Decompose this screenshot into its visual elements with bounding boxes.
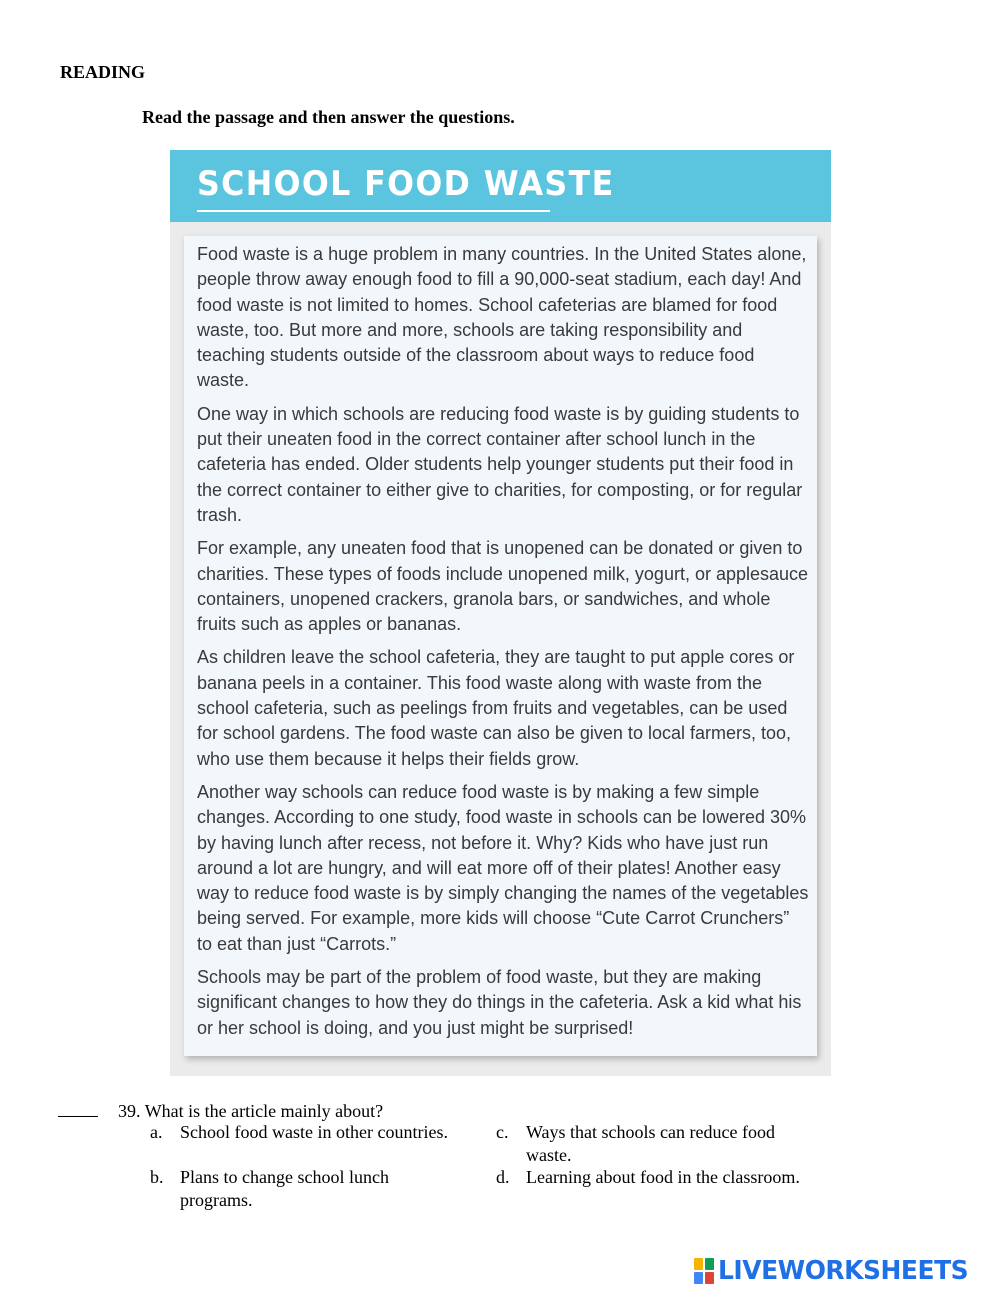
option-letter: a. bbox=[150, 1122, 163, 1142]
title-underline bbox=[197, 210, 550, 212]
option-text: School food waste in other countries. bbox=[180, 1122, 448, 1142]
option-letter: d. bbox=[496, 1167, 510, 1187]
article-paragraph: For example, any uneaten food that is unopened can be donated or given to charities. These types of foods include unopened milk, yogurt, or applesauce containers, unopened crackers, granola bars, or sandwiches, and whole fruits such as apples or bananas. bbox=[197, 538, 809, 635]
logo-mark-tile bbox=[705, 1258, 714, 1270]
article-paragraph: Schools may be part of the problem of food waste, but they are making significant changes to how they do things in the cafeteria. Ask a kid what his or her school is doing, and you just might be surprised! bbox=[197, 967, 802, 1038]
article-panel bbox=[170, 150, 831, 1076]
question-number: 39. bbox=[118, 1101, 141, 1121]
article-text bbox=[197, 242, 809, 1049]
option-letter: b. bbox=[150, 1167, 164, 1187]
section-title: READING bbox=[60, 62, 146, 82]
logo-mark-tile bbox=[705, 1272, 714, 1284]
article-body bbox=[184, 236, 817, 1056]
option-text: Learning about food in the classroom. bbox=[526, 1167, 800, 1187]
question-stem: What is the article mainly about? bbox=[144, 1101, 384, 1121]
article-paragraph: As children leave the school cafeteria, they are taught to put apple cores or banana peels in a container. This food waste along with waste from the school cafeteria, such as peelings from fruits and vegetables, can be used for school gardens. The food waste can also be given to local farmers, too, who use them because it helps their fields grow. bbox=[197, 647, 795, 769]
logo-mark-tile bbox=[694, 1272, 703, 1284]
article-paragraph: One way in which schools are reducing food waste is by guiding students to put their uneaten food in the correct container after school lunch in the cafeteria has ended. Older students help younger students put their food in the correct container to either give to charities, for composting, or for regular trash. bbox=[197, 403, 803, 525]
logo-text: LIVEWORKSHEETS bbox=[718, 1256, 969, 1286]
instruction-text: Read the passage and then answer the questions. bbox=[142, 107, 515, 127]
question-39 bbox=[58, 1098, 858, 1123]
logo-mark-tile bbox=[694, 1258, 703, 1270]
article-title: SCHOOL FOOD WASTE bbox=[197, 164, 615, 204]
article-paragraph: Another way schools can reduce food waste is by making a few simple changes. According to one study, food waste in schools can be lowered 30% by having lunch after recess, not before it. Why? Kids who have just run around a lot are hungry, and will eat more off of their plates! Another easy way to reduce food waste is by simply changing the names of the vegetables being served. For example, more kids will choose “Cute Carrot Crunchers” to eat than just “Carrots.” bbox=[197, 781, 809, 954]
logo-mark-icon bbox=[694, 1258, 714, 1284]
liveworksheets-logo bbox=[694, 1257, 979, 1285]
answer-blank[interactable] bbox=[58, 1098, 98, 1117]
option-text: Plans to change school lunch programs. bbox=[180, 1167, 389, 1210]
option-text: Ways that schools can reduce food waste. bbox=[526, 1122, 775, 1165]
article-paragraph: Food waste is a huge problem in many countries. In the United States alone, people throw away enough food to fill a 90,000-seat stadium, each day! And food waste is not limited to homes. School cafeterias are blamed for food waste, too. But more and more, schools are taking responsibility and teaching students outside of the classroom about ways to reduce food waste. bbox=[197, 244, 807, 391]
option-letter: c. bbox=[496, 1122, 509, 1142]
article-header bbox=[170, 150, 831, 222]
